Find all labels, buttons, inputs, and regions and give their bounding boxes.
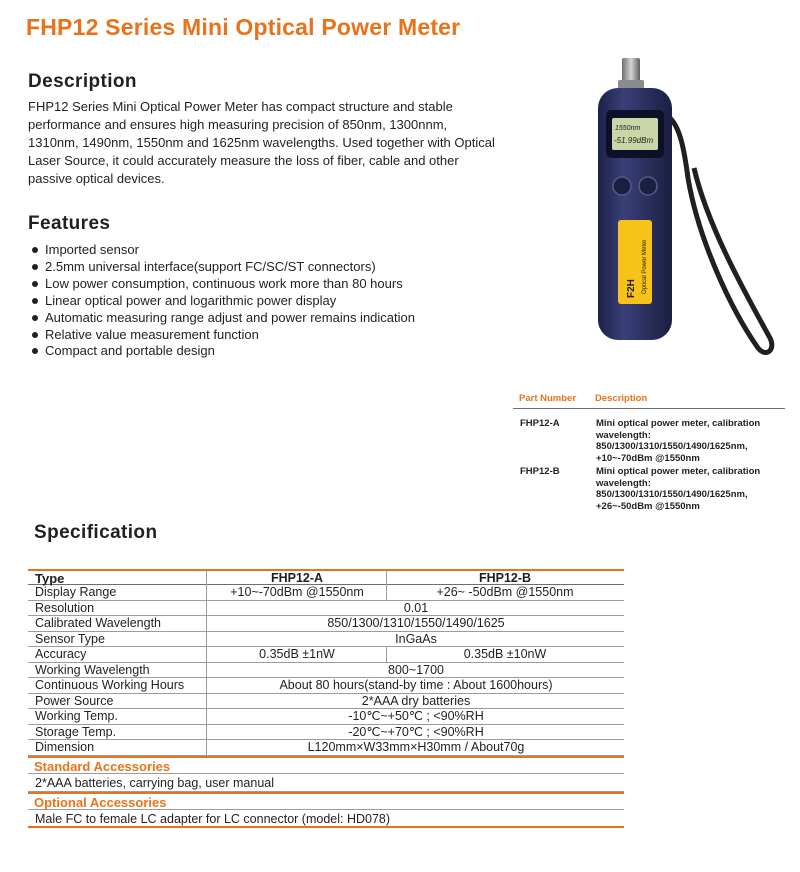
- device-label-text: Optical Power Meter: [642, 239, 648, 294]
- spec-value: -10℃~+50℃ ; <90%RH: [348, 709, 484, 723]
- product-image: [580, 58, 780, 358]
- description-heading: Description: [28, 71, 137, 92]
- part-row: [513, 466, 785, 512]
- spec-label: Working Temp.: [35, 709, 118, 723]
- type-label: Type: [35, 571, 65, 586]
- specification-table: [28, 569, 624, 828]
- spec-label: Working Wavelength: [35, 662, 150, 677]
- model-b-header: FHP12-B: [478, 571, 532, 585]
- spec-label: Resolution: [35, 600, 95, 615]
- spec-value: 850/1300/1310/1550/1490/1625: [327, 616, 505, 630]
- spec-value: About 80 hours(stand-by time : About 1600hours): [279, 678, 553, 692]
- feature-item: Imported sensor: [32, 242, 415, 259]
- standard-accessories-value: 2*AAA batteries, carrying bag, user manual: [28, 774, 624, 792]
- part-number: FHP12-A: [520, 418, 560, 429]
- spec-value-a: +10~-70dBm @1550nm: [230, 585, 364, 599]
- feature-item: Automatic measuring range adjust and power remains indication: [32, 310, 415, 327]
- part-description: Mini optical power meter, calibration wavelength: 850/1300/1310/1550/1490/1625nm, +10~-70dBm @1550nm: [596, 418, 761, 464]
- part-number-header: Part Number: [519, 393, 577, 404]
- spec-row: [28, 647, 624, 663]
- part-row: [513, 418, 785, 464]
- spec-value-b: 0.35dB ±10nW: [463, 647, 547, 661]
- part-table-header: [513, 393, 785, 409]
- device-screen: [612, 118, 658, 150]
- spec-value-a: 0.35dB ±1nW: [259, 647, 335, 661]
- spec-row: [28, 678, 624, 694]
- strap: [670, 118, 772, 353]
- spec-row: [28, 725, 624, 741]
- spec-value: 0.01: [403, 600, 429, 615]
- spec-row: [28, 601, 624, 617]
- part-number: FHP12-B: [520, 466, 560, 477]
- feature-item: Low power consumption, continuous work more than 80 hours: [32, 276, 415, 293]
- spec-label: Storage Temp.: [35, 724, 117, 739]
- spec-label: Power Source: [35, 693, 114, 708]
- standard-accessories-heading: Standard Accessories: [28, 756, 624, 774]
- spec-value: 800~1700: [388, 662, 444, 677]
- spec-label: Continuous Working Hours: [35, 678, 185, 692]
- spec-value: -20℃~+70℃ ; <90%RH: [348, 724, 484, 739]
- feature-item: Compact and portable design: [32, 343, 415, 360]
- description-header: Description: [595, 393, 648, 404]
- feature-item: 2.5mm universal interface(support FC/SC/ST connectors): [32, 259, 415, 276]
- screen-line1: 1550nm: [615, 125, 641, 132]
- spec-row: [28, 585, 624, 601]
- spec-label: Accuracy: [35, 647, 87, 661]
- description-text: FHP12 Series Mini Optical Power Meter has compact structure and stable performance and ensures high measuring precision of 850nm, 1300nnm, 1310nm, 1490nm, 1550nm and 1625nm wavelengths. Used together with Optical Laser Source, it could accurately measure the loss of fiber, cable and other passive optical devices.: [28, 99, 495, 186]
- part-description: Mini optical power meter, calibration wavelength: 850/1300/1310/1550/1490/1625nm, +26~-50dBm @1550nm: [596, 466, 761, 512]
- spec-value-b: +26~ -50dBm @1550nm: [436, 585, 574, 599]
- spec-value: 2*AAA dry batteries: [361, 693, 471, 708]
- features-heading: Features: [28, 213, 111, 234]
- feature-item: Relative value measurement function: [32, 327, 415, 344]
- brand-logo: F2H: [626, 279, 637, 298]
- specification-heading: Specification: [34, 522, 158, 543]
- spec-row: [28, 694, 624, 710]
- page-title: FHP12 Series Mini Optical Power Meter: [26, 14, 461, 40]
- spec-value: InGaAs: [395, 631, 437, 646]
- spec-value: L120mm×W33mm×H30mm / About70g: [307, 740, 525, 754]
- spec-label: Dimension: [35, 740, 95, 754]
- spec-label: Display Range: [35, 585, 117, 599]
- spec-label: Sensor Type: [35, 631, 105, 646]
- feature-item: Linear optical power and logarithmic power display: [32, 293, 415, 310]
- part-number-table: [513, 393, 785, 512]
- model-a-header: FHP12-A: [270, 571, 324, 585]
- features-list: [32, 242, 415, 360]
- mode-button: [639, 177, 657, 195]
- spec-row: [28, 616, 624, 632]
- spec-row: [28, 740, 624, 756]
- spec-row: [28, 663, 624, 679]
- spec-row: [28, 709, 624, 725]
- optional-accessories-value: Male FC to female LC adapter for LC connector (model: HD078): [28, 810, 624, 828]
- spec-label: Calibrated Wavelength: [35, 616, 161, 630]
- type-row: [28, 569, 624, 585]
- screen-line2: -51.99dBm: [614, 136, 654, 145]
- power-button: [613, 177, 631, 195]
- spec-row: [28, 632, 624, 648]
- optional-accessories-heading: Optional Accessories: [28, 792, 624, 810]
